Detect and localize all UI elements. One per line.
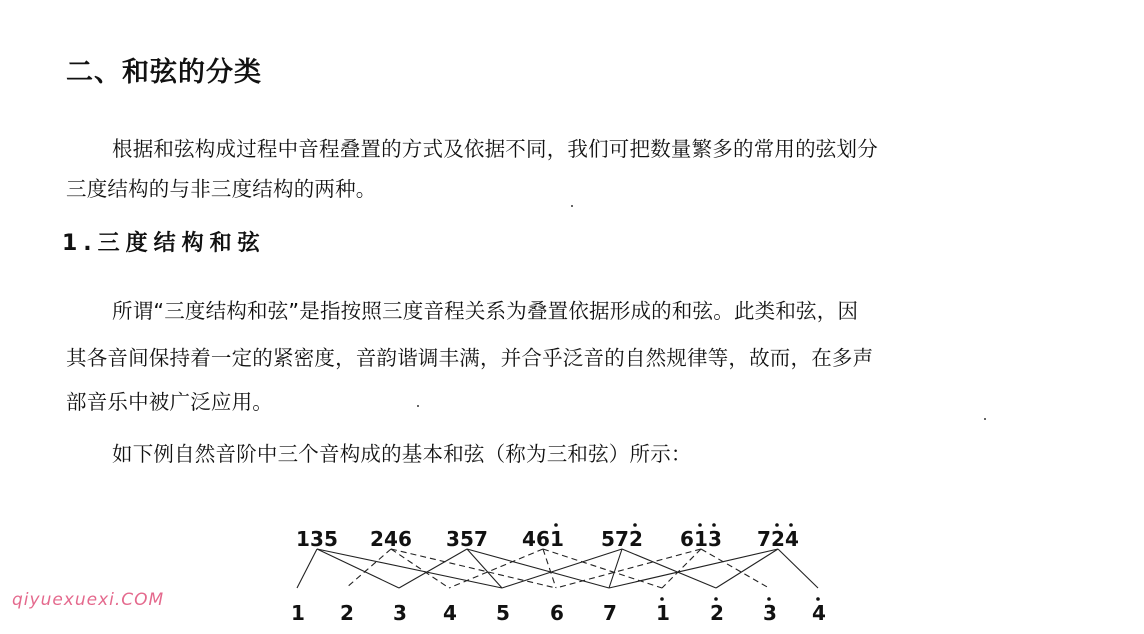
chord-note: 6 (680, 527, 694, 551)
chord-link-line (543, 549, 556, 588)
chord-note: 2 (771, 527, 785, 551)
octave-dot (698, 523, 702, 527)
scale-note: 2 (340, 601, 354, 625)
chord-link-line (467, 549, 609, 588)
octave-dot (767, 597, 771, 601)
chord-note: 2 (370, 527, 384, 551)
chord-link-line (701, 549, 769, 588)
chord-note: 6 (398, 527, 412, 551)
scale-note: 3 (763, 601, 777, 625)
chord-link-line (346, 549, 391, 588)
octave-dot (789, 523, 793, 527)
scale-note: 4 (812, 601, 826, 625)
octave-dot (714, 597, 718, 601)
intro-line-1: 根据和弦构成过程中音程叠置的方式及依据不同，我们可把数量繁多的常用的弦划分 (112, 137, 878, 161)
chord-note: 4 (384, 527, 398, 551)
chord-note: 3 (446, 527, 460, 551)
octave-dot (554, 523, 558, 527)
chord-link-line (556, 549, 701, 588)
octave-dot (633, 523, 637, 527)
chord-link-line (297, 549, 317, 588)
chord-note: 5 (601, 527, 615, 551)
watermark-logo: qiyuexuexi.COM (12, 590, 165, 610)
chord-note: 4 (522, 527, 536, 551)
chord-note: 1 (694, 527, 708, 551)
scale-note: 4 (443, 601, 457, 625)
definition-line-2: 其各音间保持着一定的紧密度，音韵谐调丰满，并合乎泛音的自然规律等，故而，在多声 (66, 346, 874, 370)
chord-note: 5 (324, 527, 338, 551)
chord-link-line (317, 549, 399, 588)
chord-note: 6 (536, 527, 550, 551)
chord-note: 4 (785, 527, 799, 551)
chord-link-line (609, 549, 778, 588)
octave-dot (775, 523, 779, 527)
scale-note: 5 (496, 601, 510, 625)
chord-note: 7 (615, 527, 629, 551)
chord-link-line (609, 549, 622, 588)
chord-note: 1 (296, 527, 310, 551)
section-heading: 二、和弦的分类 (66, 57, 262, 88)
intro-line-2: 三度结构的与非三度结构的两种。 (66, 177, 377, 201)
subsection-heading: 1.三度结构和弦 (62, 231, 266, 256)
definition-line-1: 所谓“三度结构和弦”是指按照三度音程关系为叠置依据形成的和弦。此类和弦，因 (112, 299, 859, 323)
chord-note: 7 (474, 527, 488, 551)
scale-note: 3 (393, 601, 407, 625)
scale-note: 1 (291, 601, 305, 625)
example-intro: 如下例自然音阶中三个音构成的基本和弦（称为三和弦）所示： (112, 442, 692, 466)
chord-note: 7 (757, 527, 771, 551)
octave-dot (660, 597, 664, 601)
octave-dot (712, 523, 716, 527)
chord-link-line (716, 549, 778, 588)
chord-note: 3 (708, 527, 722, 551)
scale-note: 2 (710, 601, 724, 625)
scale-note: 1 (656, 601, 670, 625)
definition-line-3: 部音乐中被广泛应用。 (66, 390, 273, 414)
chord-link-line (391, 549, 449, 588)
chord-link-line (778, 549, 818, 588)
octave-dot (816, 597, 820, 601)
chord-note: 2 (629, 527, 643, 551)
chord-note: 3 (310, 527, 324, 551)
scale-note: 6 (550, 601, 564, 625)
chord-note: 5 (460, 527, 474, 551)
chord-note: 1 (550, 527, 564, 551)
scale-note: 7 (603, 601, 617, 625)
